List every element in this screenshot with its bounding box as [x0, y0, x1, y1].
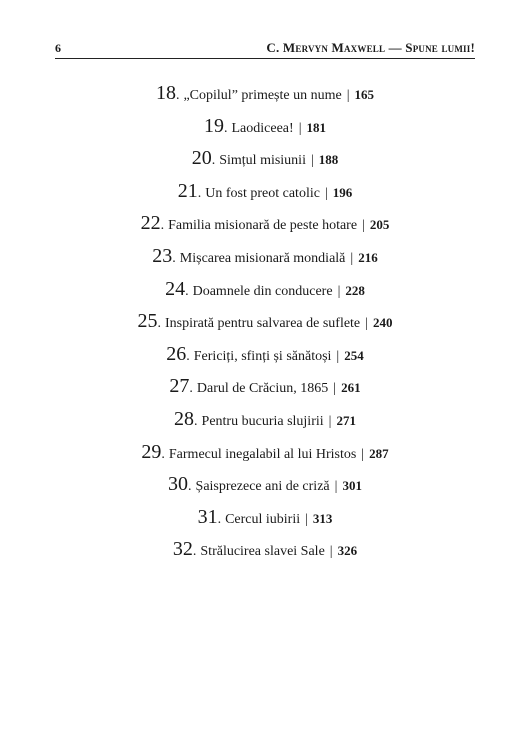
- toc-entry: [0, 180, 530, 213]
- chapter-number-dot: .: [194, 413, 198, 429]
- header-rule: [55, 58, 475, 59]
- chapter-title: Un fost preot catolic: [205, 185, 320, 201]
- chapter-title: Inspirată pentru salvarea de suflete: [165, 316, 361, 332]
- chapter-number: 26: [166, 342, 187, 365]
- chapter-number: 25: [137, 310, 158, 333]
- toc-entry: [0, 343, 530, 376]
- page-separator: |: [305, 511, 308, 527]
- chapter-number: 18: [155, 82, 176, 104]
- toc-entry: [0, 538, 530, 571]
- chapter-number: 21: [177, 179, 198, 202]
- chapter-page-number: 228: [345, 282, 365, 298]
- chapter-number-dot: .: [197, 185, 202, 201]
- chapter-number: 20: [191, 147, 212, 170]
- toc-entry: [0, 441, 530, 474]
- chapter-number-dot: .: [175, 88, 180, 103]
- chapter-title: Fericiți, sfinți și sănătoși: [193, 348, 332, 364]
- chapter-page-number: 216: [358, 249, 378, 265]
- chapter-number: 32: [172, 538, 193, 561]
- chapter-title: Familia misionară de peste hotare: [168, 218, 358, 234]
- page-separator: |: [346, 88, 350, 103]
- toc-entry: [0, 310, 530, 343]
- toc-entry: [0, 408, 530, 441]
- toc-entry: [0, 212, 530, 245]
- chapter-page-number: 326: [337, 543, 358, 559]
- chapter-number-dot: .: [211, 153, 216, 169]
- toc-entry: [0, 278, 530, 311]
- chapter-title: Darul de Crăciun, 1865: [196, 381, 329, 397]
- chapter-page-number: 205: [369, 217, 390, 233]
- chapter-number-dot: .: [186, 348, 190, 364]
- chapter-number: 31: [197, 505, 218, 528]
- chapter-title: „Copilul” primește un nume: [183, 88, 342, 103]
- chapter-title: Cercul iubirii: [225, 511, 301, 527]
- chapter-number-dot: .: [217, 511, 222, 527]
- page-separator: |: [350, 250, 354, 266]
- chapter-title: Farmecul inegalabil al lui Hristos: [168, 446, 357, 462]
- chapter-page-number: 181: [306, 119, 326, 135]
- chapter-title: Laodiceea!: [231, 120, 294, 136]
- chapter-page-number: 271: [336, 412, 356, 428]
- page-separator: |: [310, 153, 314, 169]
- page-separator: |: [365, 316, 368, 332]
- chapter-title: Mișcarea misionară mondială: [179, 250, 346, 266]
- chapter-number-dot: .: [224, 120, 228, 136]
- chapter-number: 29: [141, 440, 162, 463]
- chapter-page-number: 188: [318, 152, 339, 168]
- page-separator: |: [334, 479, 338, 495]
- page-separator: |: [298, 120, 302, 136]
- chapter-number-dot: .: [188, 479, 192, 495]
- chapter-number: 28: [174, 407, 195, 430]
- toc-entry: [0, 506, 530, 539]
- chapter-page-number: 254: [344, 347, 364, 363]
- table-of-contents: [0, 82, 530, 571]
- chapter-number-dot: .: [185, 283, 189, 299]
- toc-entry: [0, 473, 530, 506]
- chapter-page-number: 165: [354, 87, 375, 102]
- toc-entry: [0, 115, 530, 148]
- chapter-title: Pentru bucuria slujirii: [201, 413, 324, 429]
- page-separator: |: [328, 413, 332, 429]
- page-header: [55, 38, 475, 56]
- chapter-number-dot: .: [192, 544, 197, 560]
- toc-entry: [0, 245, 530, 278]
- chapter-number-dot: .: [161, 446, 165, 462]
- page-separator: |: [324, 185, 328, 201]
- chapter-number: 30: [168, 473, 189, 496]
- chapter-number: 23: [152, 244, 173, 267]
- chapter-page-number: 240: [372, 315, 393, 331]
- page-separator: |: [361, 446, 365, 462]
- chapter-title: Șaisprezece ani de criză: [195, 479, 330, 495]
- chapter-page-number: 313: [312, 510, 333, 526]
- page-separator: |: [362, 218, 365, 234]
- page-separator: |: [329, 544, 333, 560]
- chapter-number: 22: [140, 212, 161, 235]
- page-separator: |: [333, 381, 337, 397]
- page-separator: |: [337, 283, 341, 299]
- chapter-title: Strălucirea slavei Sale: [200, 544, 325, 560]
- chapter-number: 27: [169, 375, 190, 398]
- chapter-number: 24: [165, 277, 186, 300]
- chapter-number-dot: .: [160, 218, 165, 234]
- chapter-page-number: 261: [341, 380, 361, 396]
- chapter-title: Doamnele din conducere: [192, 283, 333, 299]
- chapter-number: 19: [204, 114, 224, 137]
- chapter-title: Simțul misiunii: [219, 153, 306, 169]
- chapter-page-number: 301: [342, 478, 362, 494]
- chapter-page-number: 196: [332, 184, 353, 200]
- toc-entry: [0, 147, 530, 180]
- toc-entry: [0, 82, 530, 115]
- chapter-number-dot: .: [157, 316, 162, 332]
- chapter-page-number: 287: [369, 445, 389, 461]
- toc-entry: [0, 375, 530, 408]
- running-head: C. Mervyn Maxwell — Spune lumii!: [266, 40, 475, 55]
- chapter-number-dot: .: [189, 381, 193, 397]
- chapter-number-dot: .: [172, 250, 176, 266]
- page-number: 6: [55, 41, 61, 55]
- page-separator: |: [336, 348, 340, 364]
